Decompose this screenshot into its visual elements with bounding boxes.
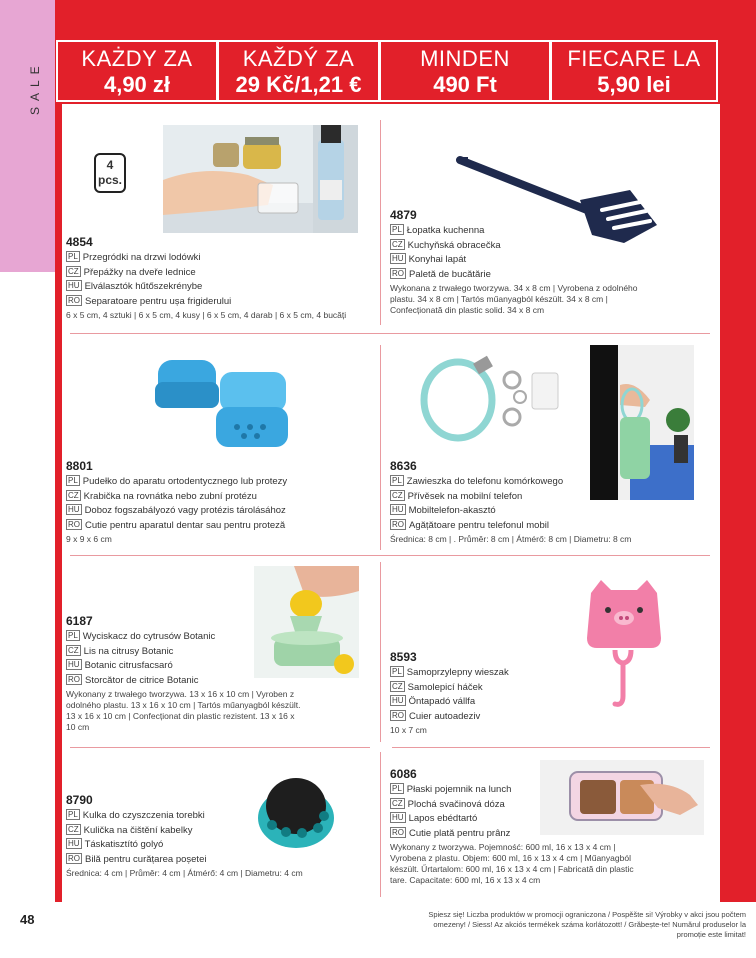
name-cz: Lis na citrusy Botanic [83,645,174,657]
name-pl: Samoprzylepny wieszak [406,667,509,678]
name-cz: Kuchyňská obracečka [407,239,501,251]
lang-tag: HU [68,281,80,290]
product-code: 6086 [390,767,417,781]
grid-divider [380,120,381,325]
name-pl: Płaski pojemnik na lunch [406,784,512,795]
lang-tag: CZ [68,645,79,655]
name-ro: Separatoare pentru ușa frigiderului [85,295,232,307]
lang-tag: HU [392,505,404,514]
price-box-ro [550,40,718,102]
lang-tag: HU [392,254,404,263]
price-box-cz [217,40,380,102]
lang-tag: CZ [68,266,79,276]
name-ro: Agățătoare pentru telefonul mobil [409,519,549,531]
lang-tag: CZ [392,681,403,691]
name-pl: Pudełko do aparatu ortodentycznego lub protezy [82,476,288,487]
product-code: 8790 [66,793,93,807]
name-ro: Storcător de citrice Botanic [85,674,199,686]
badge-unit: pcs. [97,173,122,187]
lang-tag: CZ [392,798,403,808]
price-value: 29 Kč/1,21 € [235,72,362,97]
price-label: MINDEN [420,46,510,71]
lang-tag: PL [392,784,402,793]
phone-strap-image [420,345,595,455]
grid-divider [70,555,710,556]
product-description: Wykonana z trwałego tworzywa. 34 x 8 cm | Vyrobena z odolného plastu. 34 x 8 cm | Tartós műanyagból készült. 34 x 8 cm | Confecționată din plastic solid. 34 x 8 cm [390,283,638,315]
name-ro: Paletă de bucătărie [409,268,491,280]
name-pl: Zawieszka do telefonu komórkowego [406,476,564,487]
lang-tag: HU [68,660,80,669]
product-code: 8801 [66,459,93,473]
product-6086 [390,767,635,886]
grid-divider [380,562,381,742]
lang-tag: HU [68,839,80,848]
frame-left [55,104,62,902]
name-hu: Doboz fogszabályozó vagy protézis tárolásához [84,505,286,516]
product-8790 [66,793,306,879]
product-code: 4854 [66,235,93,249]
price-box-pl [56,40,218,102]
sale-label: SALE [28,60,42,115]
price-label: FIECARE LA [567,46,701,71]
lang-tag: PL [392,225,402,234]
lang-tag: PL [68,810,78,819]
fridge-dividers-photo [163,125,358,233]
pig-hook-image [583,578,665,713]
product-description: 6 x 5 cm, 4 sztuki | 6 x 5 cm, 4 kusy | 6 x 5 cm, 4 darab | 6 x 5 cm, 4 bucăți [66,310,347,320]
name-cz: Kulička na čištění kabelky [83,824,193,836]
lang-tag: RO [392,268,404,278]
name-cz: Přívěsek na mobilní telefon [407,490,523,502]
grid-divider [70,333,710,334]
product-description: 10 x 7 cm [390,725,427,735]
product-description: Wykonany z tworzywa. Pojemność: 600 ml, 16 x 13 x 4 cm | Vyrobena z plastu. Objem: 600 ml, 16 x 13 x 4 cm | Műanyagból készült. Űrtartalom: 600 ml, 16 x 13 x 4 cm | Fabricată din plastic tare. Capacitate: 600 ml, 16 x 13 x 4 cm [390,842,634,885]
lang-tag: HU [392,696,404,705]
price-label: KAŽDÝ ZA [242,46,355,71]
lang-tag: RO [392,710,404,720]
price-box-hu [379,40,551,102]
product-description: Wykonany z trwałego tworzywa. 13 x 16 x 10 cm | Vyroben z odolného plastu. 13 x 16 x 10 cm | Tartós műanyagból készült. 13 x 16 x 10 cm | Confecționat din plastic rezistent. 13 x 16 x 10 cm [66,689,301,732]
price-value: 490 Ft [433,72,497,97]
name-cz: Přepážky na dveře lednice [83,266,196,278]
price-value: 4,90 zł [103,72,171,97]
lang-tag: PL [68,631,78,640]
name-hu: Lapos ebédtartó [408,813,478,824]
lang-tag: RO [68,674,80,684]
lang-tag: RO [392,519,404,529]
product-code: 6187 [66,614,93,628]
lang-tag: PL [68,476,78,485]
product-4854 [66,235,376,321]
lang-tag: RO [68,295,80,305]
price-value: 5,90 lei [597,72,671,97]
name-ro: Bilă pentru curățarea poșetei [85,853,207,865]
lang-tag: CZ [392,239,403,249]
grid-divider [380,345,381,550]
grid-divider [380,752,381,897]
name-hu: Botanic citrusfacsaró [84,660,173,671]
lang-tag: PL [392,476,402,485]
lang-tag: CZ [68,824,79,834]
grid-divider [70,747,370,748]
footer-disclaimer: Spiesz się! Liczba produktów w promocji ograniczona / Pospěšte si! Výrobky v akci jsou počtem omezeny! / Siess! Az akciós termékek száma korlátozott! / Grăbește-te! Numărul produselor la promoție este limitat! [428,910,746,939]
product-code: 8636 [390,459,417,473]
price-label: KAŻDY ZA [81,46,193,71]
name-pl: Kulka do czyszczenia torebki [82,810,205,821]
badge-number: 4 [106,158,114,172]
name-ro: Cutie pentru aparatul dentar sau pentru proteză [85,519,286,531]
lang-tag: PL [392,667,402,676]
product-8636 [390,459,715,545]
name-hu: Táskatisztító golyó [84,839,164,850]
name-cz: Krabička na rovnátka nebo zubní protézu [83,490,257,502]
product-description: 9 x 9 x 6 cm [66,534,112,544]
sale-side-tab [0,0,55,272]
lang-tag: RO [68,853,80,863]
name-pl: Łopatka kuchenna [406,225,485,236]
name-ro: Cutie plată pentru prânz [409,827,511,839]
product-description: Średnica: 4 cm | Průměr: 4 cm | Átmérő: 4 cm | Diametru: 4 cm [66,868,303,878]
product-8801 [66,459,376,545]
lang-tag: RO [392,827,404,837]
name-hu: Mobiltelefon-akasztó [408,505,496,516]
product-8593 [390,650,580,736]
frame-right [720,104,756,902]
lang-tag: CZ [392,490,403,500]
product-code: 4879 [390,208,417,222]
lang-tag: PL [68,252,78,261]
product-description: Średnica: 8 cm | . Průměr: 8 cm | Átmérő: 8 cm | Diametru: 8 cm [390,534,632,544]
name-cz: Samolepicí háček [407,681,483,693]
lang-tag: RO [68,519,80,529]
denture-box-image [152,352,292,457]
name-hu: Öntapadó vállfa [408,696,476,707]
lang-tag: CZ [68,490,79,500]
grid-divider [392,747,710,748]
lang-tag: HU [68,505,80,514]
product-4879 [390,208,650,316]
name-hu: Elválasztók hűtőszekrénybe [84,281,203,292]
name-ro: Cuier autoadeziv [409,710,481,722]
name-hu: Konyhai lapát [408,254,467,265]
name-pl: Przegródki na drzwi lodówki [82,252,201,263]
name-cz: Plochá svačinová dóza [407,798,505,810]
name-pl: Wyciskacz do cytrusów Botanic [82,631,216,642]
quantity-badge [94,153,126,193]
product-code: 8593 [390,650,417,664]
product-6187 [66,614,306,733]
lang-tag: HU [392,813,404,822]
page-number: 48 [20,912,35,927]
